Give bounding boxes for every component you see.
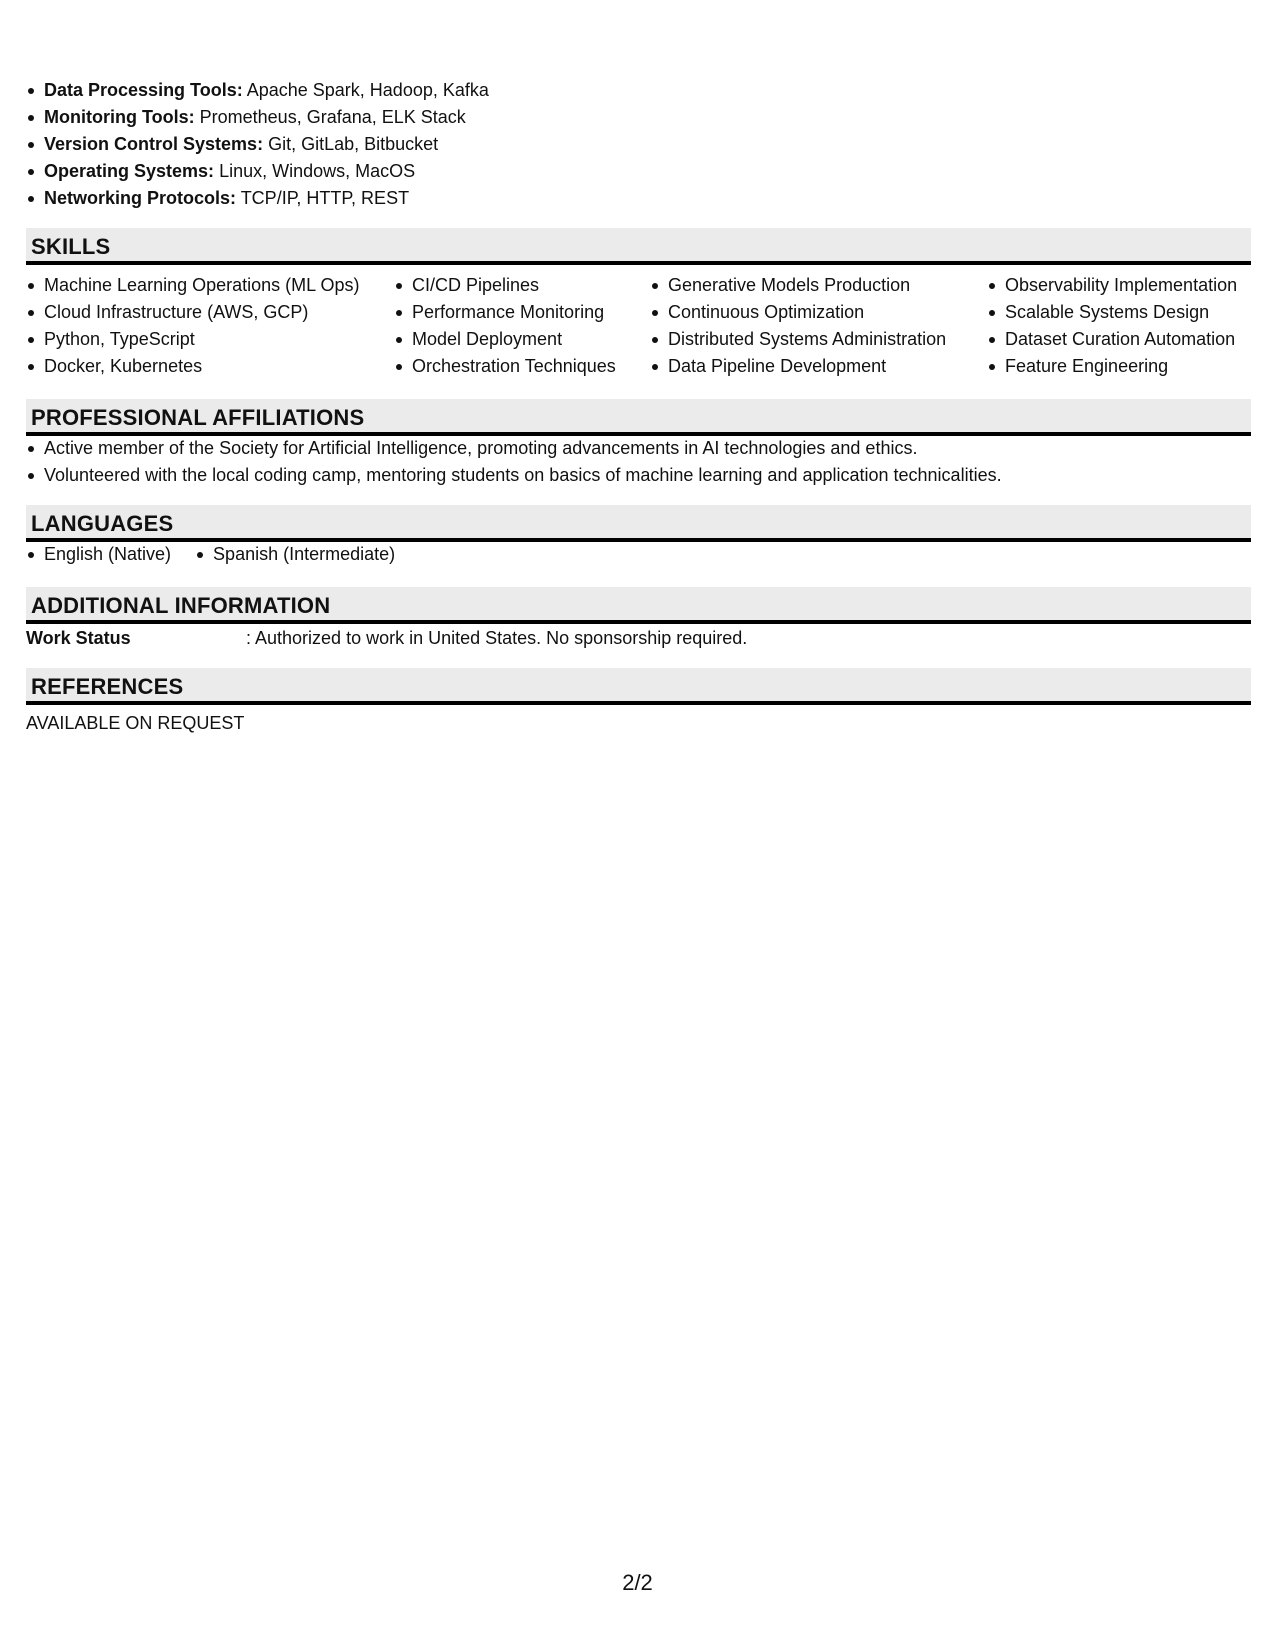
languages-list	[26, 542, 1251, 569]
tools-item	[26, 78, 1251, 102]
affiliations-list	[26, 436, 1251, 487]
skills-heading: SKILLS	[26, 228, 1251, 265]
skill-item: Cloud Infrastructure (AWS, GCP)	[26, 300, 394, 324]
affiliation-item: Volunteered with the local coding camp, mentoring students on basics of machine learning and application technicalities.	[26, 463, 1251, 487]
skill-item: Continuous Optimization	[650, 300, 987, 324]
skill-item: Machine Learning Operations (ML Ops)	[26, 273, 394, 297]
tools-item-value: Git, GitLab, Bitbucket	[263, 134, 439, 154]
skill-item: Distributed Systems Administration	[650, 327, 987, 351]
affiliation-item: Active member of the Society for Artificial Intelligence, promoting advancements in AI technologies and ethics.	[26, 436, 1251, 460]
additional-info-section	[26, 587, 1251, 650]
skill-item: Dataset Curation Automation	[987, 327, 1251, 351]
language-item: Spanish (Intermediate)	[195, 542, 395, 566]
skills-section	[26, 228, 1251, 381]
tools-item	[26, 159, 1251, 183]
additional-info-heading: ADDITIONAL INFORMATION	[26, 587, 1251, 624]
tools-item	[26, 132, 1251, 156]
skills-grid	[26, 265, 1251, 381]
languages-section	[26, 505, 1251, 569]
tools-item-value: TCP/IP, HTTP, REST	[236, 188, 410, 208]
tools-item-key: Operating Systems:	[44, 161, 215, 181]
tools-item	[26, 186, 1251, 210]
page-number: 2/2	[622, 1570, 653, 1595]
skill-item: Performance Monitoring	[394, 300, 650, 324]
skill-item: Observability Implementation	[987, 273, 1251, 297]
references-text: AVAILABLE ON REQUEST	[26, 713, 245, 733]
skills-column-3	[650, 273, 987, 381]
tools-item	[26, 105, 1251, 129]
languages-heading: LANGUAGES	[26, 505, 1251, 542]
tools-list	[26, 78, 1251, 210]
skill-item: Generative Models Production	[650, 273, 987, 297]
work-status-label: Work Status	[26, 628, 131, 648]
tools-item-key: Networking Protocols:	[44, 188, 237, 208]
references-heading: REFERENCES	[26, 668, 1251, 705]
references-section	[26, 668, 1251, 735]
skill-item: Model Deployment	[394, 327, 650, 351]
affiliations-section	[26, 399, 1251, 487]
skill-item: Scalable Systems Design	[987, 300, 1251, 324]
affiliations-heading: PROFESSIONAL AFFILIATIONS	[26, 399, 1251, 436]
tools-item-key: Data Processing Tools:	[44, 80, 243, 100]
tools-item-key: Monitoring Tools:	[44, 107, 195, 127]
tools-item-value: Prometheus, Grafana, ELK Stack	[194, 107, 466, 127]
work-status-value: : Authorized to work in United States. No sponsorship required.	[246, 628, 748, 648]
skill-item: Orchestration Techniques	[394, 354, 650, 378]
skill-item: CI/CD Pipelines	[394, 273, 650, 297]
skills-column-1	[26, 273, 394, 381]
tools-item-value: Apache Spark, Hadoop, Kafka	[242, 80, 489, 100]
skill-item: Data Pipeline Development	[650, 354, 987, 378]
skills-column-2	[394, 273, 650, 381]
resume-page	[26, 78, 1251, 735]
skill-item: Feature Engineering	[987, 354, 1251, 378]
skill-item: Python, TypeScript	[26, 327, 394, 351]
work-status-row	[26, 624, 1251, 650]
tools-item-value: Linux, Windows, MacOS	[214, 161, 416, 181]
skill-item: Docker, Kubernetes	[26, 354, 394, 378]
language-item: English (Native)	[26, 542, 171, 566]
tools-item-key: Version Control Systems:	[44, 134, 264, 154]
skills-column-4	[987, 273, 1251, 381]
